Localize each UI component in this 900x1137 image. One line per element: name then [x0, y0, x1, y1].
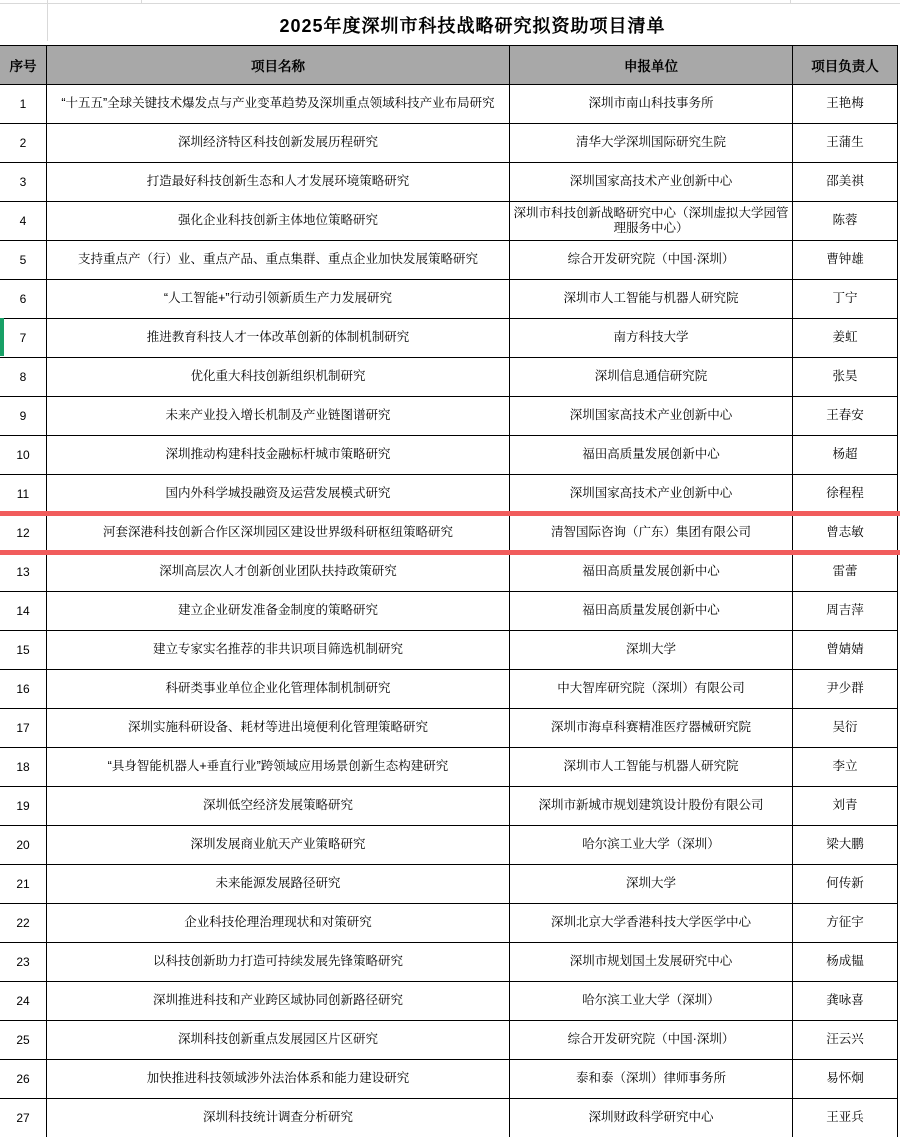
- row-index-cell[interactable]: 12: [0, 514, 47, 553]
- active-cell-marker: [0, 318, 4, 356]
- row-index-cell[interactable]: 14: [0, 592, 47, 631]
- project-name-cell[interactable]: 优化重大科技创新组织机制研究: [47, 358, 510, 397]
- row-index-cell[interactable]: 6: [0, 280, 47, 319]
- project-name-cell[interactable]: 建立企业研发准备金制度的策略研究: [47, 592, 510, 631]
- applicant-unit-cell[interactable]: 深圳市新城市规划建筑设计股份有限公司: [510, 787, 793, 826]
- table-row: [0, 592, 898, 631]
- row-index-cell[interactable]: 11: [0, 475, 47, 514]
- applicant-unit-cell[interactable]: 深圳市规划国土发展研究中心: [510, 943, 793, 982]
- leader-name-cell[interactable]: 曾婧婧: [793, 631, 898, 670]
- project-name-cell[interactable]: 强化企业科技创新主体地位策略研究: [47, 202, 510, 241]
- table-row: [0, 85, 898, 124]
- applicant-unit-cell[interactable]: 福田高质量发展创新中心: [510, 592, 793, 631]
- leader-name-cell[interactable]: 杨超: [793, 436, 898, 475]
- leader-name-cell[interactable]: 杨成韫: [793, 943, 898, 982]
- applicant-unit-cell[interactable]: 深圳市海卓科赛精准医疗器械研究院: [510, 709, 793, 748]
- leader-name-cell[interactable]: 陈蓉: [793, 202, 898, 241]
- project-name-cell[interactable]: 加快推进科技领域涉外法治体系和能力建设研究: [47, 1060, 510, 1099]
- row-index-cell[interactable]: 25: [0, 1021, 47, 1060]
- table-row: [0, 787, 898, 826]
- project-name-cell[interactable]: 深圳推动构建科技金融标杆城市策略研究: [47, 436, 510, 475]
- table-row: [0, 436, 898, 475]
- leader-name-cell[interactable]: 龚咏喜: [793, 982, 898, 1021]
- project-name-cell[interactable]: 深圳经济特区科技创新发展历程研究: [47, 124, 510, 163]
- table-row: [0, 982, 898, 1021]
- leader-name-cell[interactable]: 何传新: [793, 865, 898, 904]
- leader-name-cell[interactable]: 王亚兵: [793, 1099, 898, 1137]
- leader-name-cell[interactable]: 尹少群: [793, 670, 898, 709]
- table-row: [0, 397, 898, 436]
- project-name-cell[interactable]: 深圳推进科技和产业跨区域协同创新路径研究: [47, 982, 510, 1021]
- project-name-cell[interactable]: 深圳实施科研设备、耗材等进出境便利化管理策略研究: [47, 709, 510, 748]
- applicant-unit-cell[interactable]: 综合开发研究院（中国·深圳）: [510, 1021, 793, 1060]
- project-name-cell[interactable]: 打造最好科技创新生态和人才发展环境策略研究: [47, 163, 510, 202]
- leader-name-cell[interactable]: 张昊: [793, 358, 898, 397]
- leader-name-cell[interactable]: 雷蕾: [793, 553, 898, 592]
- column-header-project-name[interactable]: 项目名称: [47, 45, 510, 85]
- table-row: [0, 163, 898, 202]
- row-index-cell[interactable]: 8: [0, 358, 47, 397]
- table-row: [0, 241, 898, 280]
- table-row: [0, 631, 898, 670]
- row-index-cell[interactable]: 3: [0, 163, 47, 202]
- projects-table: [0, 45, 898, 1137]
- table-row: [0, 1060, 898, 1099]
- row-index-cell[interactable]: 26: [0, 1060, 47, 1099]
- applicant-unit-cell[interactable]: 清智国际咨询（广东）集团有限公司: [510, 514, 793, 553]
- applicant-unit-cell[interactable]: 深圳信息通信研究院: [510, 358, 793, 397]
- table-body: [0, 85, 898, 1137]
- leader-name-cell[interactable]: 徐程程: [793, 475, 898, 514]
- project-name-cell[interactable]: 建立专家实名推荐的非共识项目筛选机制研究: [47, 631, 510, 670]
- header-row: [0, 45, 898, 85]
- project-name-cell[interactable]: “具身智能机器人+垂直行业”跨领域应用场景创新生态构建研究: [47, 748, 510, 787]
- applicant-unit-cell[interactable]: 深圳大学: [510, 865, 793, 904]
- table-row: [0, 1099, 898, 1137]
- applicant-unit-cell[interactable]: 南方科技大学: [510, 319, 793, 358]
- leader-name-cell[interactable]: 姜虹: [793, 319, 898, 358]
- leader-name-cell[interactable]: 周吉萍: [793, 592, 898, 631]
- column-header-index[interactable]: 序号: [0, 45, 47, 85]
- applicant-unit-cell[interactable]: 综合开发研究院（中国·深圳）: [510, 241, 793, 280]
- applicant-unit-cell[interactable]: 福田高质量发展创新中心: [510, 553, 793, 592]
- row-index-cell[interactable]: 1: [0, 85, 47, 124]
- table-row: [0, 280, 898, 319]
- table-row: [0, 1021, 898, 1060]
- leader-name-cell[interactable]: 汪云兴: [793, 1021, 898, 1060]
- row-index-cell[interactable]: 5: [0, 241, 47, 280]
- table-row: [0, 904, 898, 943]
- applicant-unit-cell[interactable]: 深圳财政科学研究中心: [510, 1099, 793, 1137]
- title-cell[interactable]: [47, 4, 898, 45]
- applicant-unit-cell[interactable]: 深圳北京大学香港科技大学医学中心: [510, 904, 793, 943]
- leader-name-cell[interactable]: 方征宇: [793, 904, 898, 943]
- row-index-cell[interactable]: 18: [0, 748, 47, 787]
- applicant-unit-cell[interactable]: 深圳国家高技术产业创新中心: [510, 397, 793, 436]
- column-header-project-leader[interactable]: 项目负责人: [793, 45, 898, 85]
- leader-name-cell[interactable]: 曹钟雄: [793, 241, 898, 280]
- leader-name-cell[interactable]: 梁大鹏: [793, 826, 898, 865]
- applicant-unit-cell[interactable]: 哈尔滨工业大学（深圳）: [510, 982, 793, 1021]
- leader-name-cell[interactable]: 李立: [793, 748, 898, 787]
- applicant-unit-cell[interactable]: 深圳市人工智能与机器人研究院: [510, 748, 793, 787]
- table-row: [0, 514, 898, 553]
- table-row: [0, 748, 898, 787]
- applicant-unit-cell[interactable]: 深圳国家高技术产业创新中心: [510, 163, 793, 202]
- leader-name-cell[interactable]: 王蒲生: [793, 124, 898, 163]
- row-index-cell[interactable]: 13: [0, 553, 47, 592]
- row-index-cell[interactable]: 16: [0, 670, 47, 709]
- highlight-border-bottom: [0, 550, 900, 555]
- column-header-applicant-unit[interactable]: 申报单位: [510, 45, 793, 85]
- project-name-cell[interactable]: 河套深港科技创新合作区深圳园区建设世界级科研枢纽策略研究: [47, 514, 510, 553]
- leader-name-cell[interactable]: 曾志敏: [793, 514, 898, 553]
- table-row: [0, 670, 898, 709]
- leader-name-cell[interactable]: 王艳梅: [793, 85, 898, 124]
- applicant-unit-cell[interactable]: 泰和泰（深圳）律师事务所: [510, 1060, 793, 1099]
- applicant-unit-cell[interactable]: 福田高质量发展创新中心: [510, 436, 793, 475]
- applicant-unit-cell[interactable]: 哈尔滨工业大学（深圳）: [510, 826, 793, 865]
- project-name-cell[interactable]: 推进教育科技人才一体改革创新的体制机制研究: [47, 319, 510, 358]
- row-index-cell[interactable]: 24: [0, 982, 47, 1021]
- table-row: [0, 475, 898, 514]
- table-row: [0, 826, 898, 865]
- row-index-cell[interactable]: 27: [0, 1099, 47, 1137]
- leader-name-cell[interactable]: 吴衍: [793, 709, 898, 748]
- row-index-cell[interactable]: 23: [0, 943, 47, 982]
- project-name-cell[interactable]: 支持重点产（行）业、重点产品、重点集群、重点企业加快发展策略研究: [47, 241, 510, 280]
- table-row: [0, 202, 898, 241]
- project-name-cell[interactable]: 未来产业投入增长机制及产业链图谱研究: [47, 397, 510, 436]
- project-name-cell[interactable]: 深圳科技统计调查分析研究: [47, 1099, 510, 1137]
- row-index-cell[interactable]: 15: [0, 631, 47, 670]
- project-name-cell[interactable]: 以科技创新助力打造可持续发展先锋策略研究: [47, 943, 510, 982]
- table-row: [0, 319, 898, 358]
- leader-name-cell[interactable]: 邵美祺: [793, 163, 898, 202]
- leader-name-cell[interactable]: 丁宁: [793, 280, 898, 319]
- row-index-cell[interactable]: 17: [0, 709, 47, 748]
- applicant-unit-cell[interactable]: 中大智库研究院（深圳）有限公司: [510, 670, 793, 709]
- table-row: [0, 124, 898, 163]
- table-row: [0, 865, 898, 904]
- row-index-cell[interactable]: 10: [0, 436, 47, 475]
- leader-name-cell[interactable]: 易怀炯: [793, 1060, 898, 1099]
- applicant-unit-cell[interactable]: 深圳大学: [510, 631, 793, 670]
- row-index-cell[interactable]: 2: [0, 124, 47, 163]
- applicant-unit-cell[interactable]: 深圳市人工智能与机器人研究院: [510, 280, 793, 319]
- project-name-cell[interactable]: 深圳发展商业航天产业策略研究: [47, 826, 510, 865]
- project-name-cell[interactable]: 企业科技伦理治理现状和对策研究: [47, 904, 510, 943]
- project-name-cell[interactable]: 国内外科学城投融资及运营发展模式研究: [47, 475, 510, 514]
- highlight-border-top: [0, 511, 900, 516]
- row-index-cell[interactable]: 22: [0, 904, 47, 943]
- applicant-unit-cell[interactable]: 深圳市科技创新战略研究中心（深圳虚拟大学园管理服务中心）: [510, 202, 793, 241]
- leader-name-cell[interactable]: 刘青: [793, 787, 898, 826]
- project-name-cell[interactable]: 科研类事业单位企业化管理体制机制研究: [47, 670, 510, 709]
- project-name-cell[interactable]: “十五五”全球关键技术爆发点与产业变革趋势及深圳重点领域科技产业布局研究: [47, 85, 510, 124]
- row-index-cell[interactable]: 19: [0, 787, 47, 826]
- applicant-unit-cell[interactable]: 深圳国家高技术产业创新中心: [510, 475, 793, 514]
- row-index-cell[interactable]: 4: [0, 202, 47, 241]
- table-row: [0, 709, 898, 748]
- table-row: [0, 358, 898, 397]
- project-name-cell[interactable]: “人工智能+”行动引领新质生产力发展研究: [47, 280, 510, 319]
- table-row: [0, 553, 898, 592]
- project-name-cell[interactable]: 未来能源发展路径研究: [47, 865, 510, 904]
- row-index-cell[interactable]: 21: [0, 865, 47, 904]
- row-index-cell[interactable]: 20: [0, 826, 47, 865]
- applicant-unit-cell[interactable]: 深圳市南山科技事务所: [510, 85, 793, 124]
- project-name-cell[interactable]: 深圳低空经济发展策略研究: [47, 787, 510, 826]
- project-name-cell[interactable]: 深圳高层次人才创新创业团队扶持政策研究: [47, 553, 510, 592]
- table-row: [0, 943, 898, 982]
- project-name-cell[interactable]: 深圳科技创新重点发展园区片区研究: [47, 1021, 510, 1060]
- row-index-cell[interactable]: 9: [0, 397, 47, 436]
- applicant-unit-cell[interactable]: 清华大学深圳国际研究生院: [510, 124, 793, 163]
- leader-name-cell[interactable]: 王春安: [793, 397, 898, 436]
- page-title: 2025年度深圳市科技战略研究拟资助项目清单: [279, 15, 666, 36]
- row-index-cell[interactable]: 7: [0, 319, 47, 358]
